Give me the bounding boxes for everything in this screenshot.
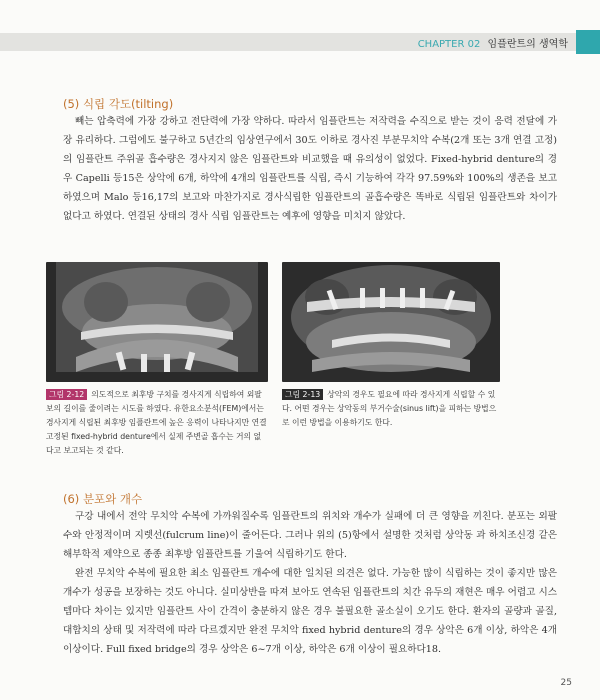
section-heading-distribution: (6) 분포와 개수 [63,492,143,506]
figure-caption-text-2-12: 의도적으로 최후방 구치를 경사지게 식립하여 외팔보의 길이를 줄이려는 시도를 하였다. 유한요소분석(FEM)에서는 경사지게 식립된 최후방 임플란트에 높은 응력이 나타나지만 연결고정된 fixed-hybrid denture에서 실제 주변골 흡수는 거의 없다고 보고되는 것 같다. [46,390,267,455]
section-paragraph-distribution-1: 구강 내에서 전악 무치악 수복에 가까워질수록 임플란트의 위치와 개수가 실패에 더 큰 영향을 끼친다. 분포는 외팔수와 안정적이며 지렛선(fulcrum line)이 줄어든다. 그러나 위의 (5)항에서 설명한 것처럼 상악동 과 하치조신경 같은 해부학적 제약으로 종종 최후방 임플란트를 기울여 식립하기도 한다. [63,511,557,560]
figure-caption-2-13 [282,388,500,430]
xray-image-mandible [46,262,268,382]
xray-image-maxilla [282,262,500,382]
section-paragraph-distribution-2: 완전 무치악 수복에 필요한 최소 임플란트 개수에 대한 일치된 의견은 없다. 가능한 많이 식립하는 것이 좋지만 많은 개수가 성공을 보장하는 것도 아니다. 실미상반을 따져 보아도 연속된 임플란트의 치간 유두의 재현은 매우 어렵고 시스템마다 차이는 있지만 임플란트 사이 간격이 충분하지 않은 경우 불필요한 골소실이 오기도 한다. 환자의 골량과 골질, 대합치의 상태 및 저작력에 따라 다르겠지만 완전 무치악 fixed hybrid denture의 경우 상악은 6개 이상, 하악은 4개 이상이다. Full fixed bridge의 경우 상악은 6~7개 이상, 하악은 6개 이상이 필요하다18. [63,568,557,655]
header-accent-block [576,30,600,54]
section-paragraph-tilting: 빼는 압축력에 가장 강하고 전단력에 가장 약하다. 따라서 임플란트는 저작력을 수직으로 받는 것이 응력 전달에 가장 유리하다. 그럼에도 불구하고 5년간의 임상연구에서 30도 이하로 경사진 부분무치악 수복(2개 또는 3개 연결 고정)의 임플란트 주위골 흡수량은 경사지지 않은 임플란트와 비교했을 때 유의성이 없었다. Fixed-hybrid denture의 경우 Capelli 등15은 상악에 6개, 하악에 4개의 임플란트를 식립, 즉시 기능하여 각각 97.59%와 100%의 생존을 보고하였으며 Malo 등16,17의 보고와 마찬가지로 경사식립한 임플란트의 골흡수량은 똑바로 식립된 임플란트와 차이가 없다고 하였다. 연결된 상태의 경사 식립 임플란트는 예후에 영향을 미치지 않았다. [63,116,557,222]
figure-label-2-12: 그림 2-12 [46,389,87,400]
section-heading-tilting: (5) 식립 각도(tilting) [63,97,174,111]
running-header [418,35,568,50]
chapter-label: CHAPTER 02 [417,39,481,50]
figure-label-2-13: 그림 2-13 [282,389,323,400]
figure-caption-text-2-13: 상악의 경우도 필요에 따라 경사지게 식립할 수 있다. 어떤 경우는 상악동의 부거수술(sinus lift)을 피하는 방법으로 이런 방법을 이용하기도 한다. [282,390,497,427]
page-number: 25 [560,678,572,688]
figure-caption-2-12 [46,388,268,458]
chapter-title: 임플란트의 생역학 [487,39,568,50]
